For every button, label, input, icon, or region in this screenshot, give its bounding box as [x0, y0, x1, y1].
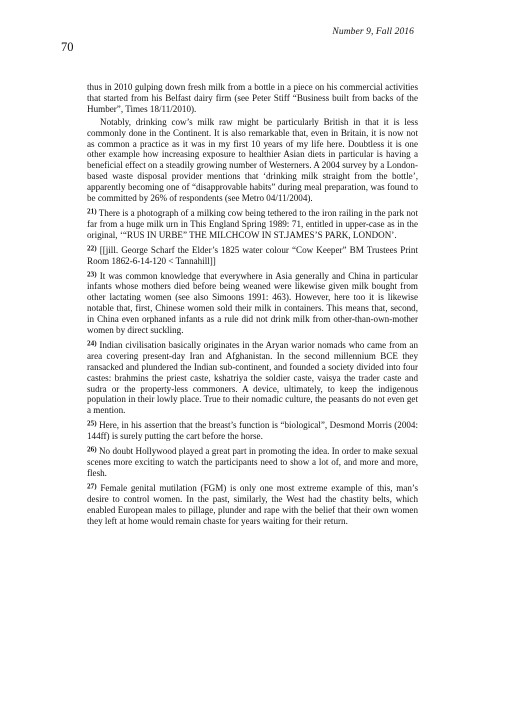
endnote-21	[87, 208, 418, 241]
endnote-text: It was common knowledge that everywhere in Asia generally and China in particular infants whose mothers died before being weaned were likewise given milk bought from other lactating women (see also Simoons 1991: 463). However, here too it is likewise notable that, first, Chinese women sold their milk in containers. This means that, second, in China even orphaned infants as a rule did not drink milk from other-than-own-mother women by direct suckling.	[87, 270, 418, 336]
endnote-number: 27)	[87, 482, 97, 491]
endnote-27	[87, 483, 418, 527]
endnote-text: Female genital mutilation (FGM) is only one most extreme example of this, man’s desire to control women. In the past, similarly, the West had the chastity belts, which enabled European males to pillage, plunder and rape with the belief that their own women they left at home would remain chaste for years waiting for their return.	[87, 482, 418, 526]
endnote-text: There is a photograph of a milking cow being tethered to the iron railing in the park not far from a huge milk urn in This England Spring 1989: 71, entitled in upper-case as in the original, ‘“RUS IN URBE” THE MILCHCOW IN ST.JAMES’S PARK, LONDON’.	[87, 207, 418, 240]
body-paragraph: Notably, drinking cow’s milk raw might be particularly British in that it is less commonly done in the Continent. It is also remarkable that, even in Britain, it is now not as common a practice as it was in my first 10 years of my life here. Doubtless it is one other example how increasing exposure to healthier Asian diets in particular is having a beneficial effect on a steadily growing number of Westerners. A 2004 survey by a London-based waste disposal provider mentions that ‘drinking milk straight from the bottle’, apparently becoming one of “disapprovable habits” during meal preparation, was found to be committed by 26% of respondents (see Metro 04/11/2004).	[87, 116, 418, 204]
endnote-number: 25)	[87, 419, 97, 428]
endnote-number: 26)	[87, 445, 97, 454]
endnote-22	[87, 245, 418, 267]
endnote-number: 21)	[87, 207, 97, 216]
endnote-number: 24)	[87, 339, 97, 348]
body-paragraph: thus in 2010 gulping down fresh milk from a bottle in a piece on his commercial activities that started from his Belfast dairy firm (see Peter Stiff “Business built from backs of the Humber”, Times 18/11/2010).	[87, 82, 418, 114]
page-number: 70	[61, 40, 74, 54]
endnote-number: 23)	[87, 270, 97, 278]
endnote-text: No doubt Hollywood played a great part in promoting the idea. In order to make sexual scenes more exciting to watch the participants need to show a lot of, and more and more, flesh.	[87, 446, 418, 478]
endnote-number: 22)	[87, 244, 97, 253]
endnote-26	[87, 446, 418, 479]
endnote-23	[87, 271, 418, 336]
endnote-24	[87, 340, 418, 416]
endnote-text: [[jill. George Scharf the Elder’s 1825 water colour “Cow Keeper” BM Trustees Print Room 1862-6-14-120 < Tannahill]]	[87, 244, 418, 266]
body-text	[87, 82, 418, 529]
endnote-text: Here, in his assertion that the breast’s function is “biological”, Desmond Morris (2004: 144ff) is surely putting the cart before the horse.	[87, 420, 418, 442]
endnote-25	[87, 420, 418, 442]
endnote-text: Indian civilisation basically originates in the Aryan warior nomads who came from an area covering present-day Iran and Afghanistan. In the second millennium BCE they ransacked and plundered the Indian sub-continent, and founded a society divided into four castes: brahmins the priest caste, kshatriya the soldier caste, vaisya the trader caste and sudra or the property-less commoners. A device, ultimately, to keep the indigenous population in their lowly place. True to their nomadic culture, the peasants do not even get a mention.	[87, 339, 418, 416]
running-head: Number 9, Fall 2016	[332, 27, 414, 37]
